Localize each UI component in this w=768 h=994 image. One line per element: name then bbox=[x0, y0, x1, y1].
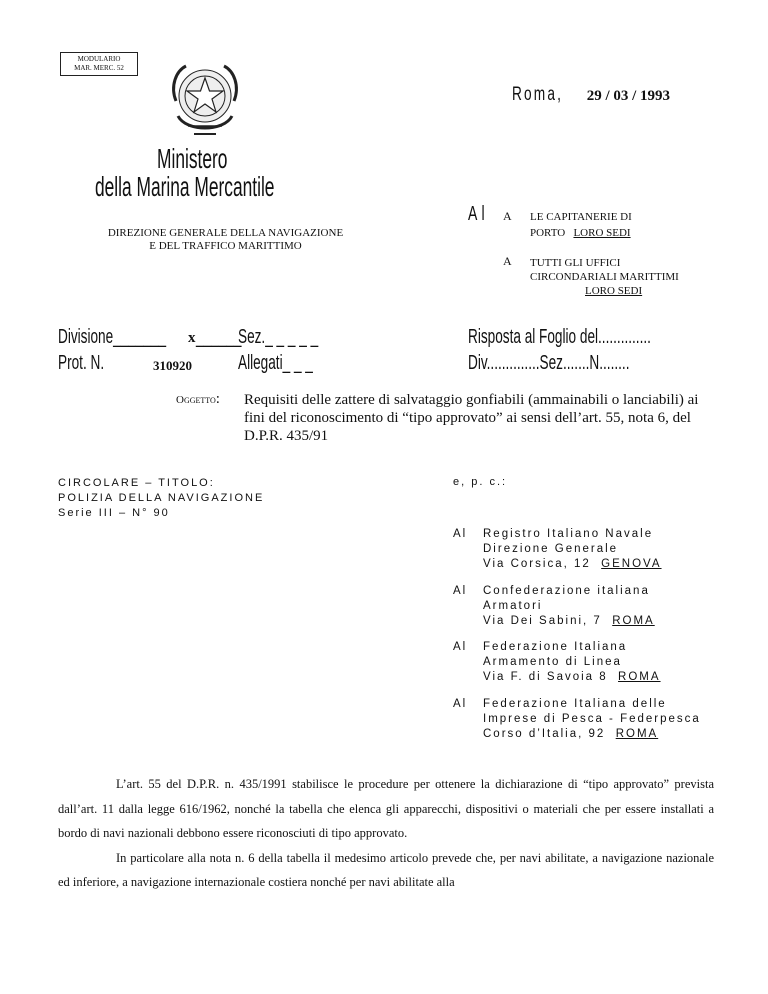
recipient2-line3: LORO SEDI bbox=[585, 285, 643, 297]
recipient1-line2: PORTO LORO SEDI bbox=[530, 227, 631, 239]
direction-header bbox=[98, 227, 353, 253]
ministry-title-1: Ministero bbox=[157, 143, 228, 174]
cc-line1: Registro Italiano Navale bbox=[483, 528, 654, 540]
recipient2-line2: CIRCONDARIALI MARITTIMI bbox=[530, 271, 679, 283]
subject-block bbox=[176, 390, 706, 445]
cc-line3: Corso d’Italia, 92 ROMA bbox=[483, 728, 659, 740]
date-city: Roma, bbox=[512, 84, 564, 105]
modulario-line1: MODULARIO bbox=[77, 55, 121, 63]
divisione-label: Divisione_______ bbox=[58, 326, 167, 348]
cc-line3: Via F. di Savoia 8 ROMA bbox=[483, 671, 661, 683]
circolare-line3: Serie III – N° 90 bbox=[58, 507, 170, 519]
cc-city: ROMA bbox=[612, 615, 655, 627]
prot-label: Prot. N. bbox=[58, 352, 105, 374]
modulario-box bbox=[60, 52, 138, 76]
direction-line1: DIREZIONE GENERALE DELLA NAVIGAZIONE bbox=[107, 227, 344, 239]
body-paragraph-1: L’art. 55 del D.P.R. n. 435/1991 stabilisce le procedure per ottenere la dichiarazione di “tipo approvato” prevista dall’art. 11 dalla legge 616/1962, nonché la tabella che elenca gli apparecchi, dispositivi o materiali che per essere installati a bordo di navi nazionali debbono essere riconosciuti di tipo approvato. bbox=[58, 777, 714, 840]
cc-line1: Federazione Italiana delle bbox=[483, 698, 667, 710]
cc-line2: Armatori bbox=[483, 600, 543, 612]
recipient2-a: A bbox=[503, 254, 512, 268]
subject-colon: : bbox=[215, 391, 220, 407]
date-value: 29 / 03 / 1993 bbox=[586, 88, 671, 104]
sez-label: Sez._ _ _ _ _ bbox=[238, 326, 319, 348]
risposta-label: Risposta al Foglio del.............. bbox=[468, 326, 651, 348]
div-sez-n-label: Div..............Sez.......N........ bbox=[468, 352, 630, 374]
cc-city: ROMA bbox=[615, 728, 659, 740]
subject-text: Requisiti delle zattere di salvataggio gonfiabili (ammainabili o lanciabili) ai fini del riconoscimento di “tipo approvato” ai sensi dell’art. 55, nota 6, del D.P.R. 435/91 bbox=[244, 392, 699, 444]
italian-republic-emblem bbox=[166, 56, 244, 142]
circolare-block bbox=[58, 476, 264, 521]
cc-line1: Federazione Italiana bbox=[483, 641, 628, 653]
epc-label: e, p. c.: bbox=[453, 476, 508, 488]
recipient1-line1: LE CAPITANERIE DI bbox=[530, 211, 632, 223]
circolare-line2: POLIZIA DELLA NAVIGAZIONE bbox=[58, 492, 265, 504]
circolare-line1: CIRCOLARE – TITOLO: bbox=[58, 477, 215, 489]
allegati-label: Allegati_ _ _ bbox=[238, 352, 313, 374]
cc-line2: Direzione Generale bbox=[483, 543, 619, 555]
cc-line1: Confederazione italiana bbox=[483, 585, 650, 597]
subject-label: Oggetto bbox=[176, 394, 216, 406]
cc-al: Al bbox=[453, 528, 468, 540]
recipient1 bbox=[530, 209, 632, 241]
cc-recipient bbox=[453, 527, 662, 572]
cc-line3: Via Corsica, 12 GENOVA bbox=[483, 558, 662, 570]
cc-city: ROMA bbox=[618, 671, 661, 683]
cc-al: Al bbox=[453, 641, 468, 653]
modulario-line2: MAR. MERC. 52 bbox=[74, 64, 124, 72]
cc-al: Al bbox=[453, 698, 468, 710]
al-label: Al bbox=[468, 203, 489, 225]
cc-recipient bbox=[453, 640, 661, 685]
direction-line2: E DEL TRAFFICO MARITTIMO bbox=[149, 240, 302, 252]
prot-number: 310920 bbox=[153, 358, 192, 373]
cc-recipient bbox=[453, 584, 655, 629]
cc-al: Al bbox=[453, 585, 468, 597]
cc-line3: Via Dei Sabini, 7 ROMA bbox=[483, 615, 655, 627]
cc-city: GENOVA bbox=[601, 558, 662, 570]
body-text bbox=[58, 772, 714, 895]
divisione-value: x bbox=[188, 330, 196, 346]
recipient1-a: A bbox=[503, 209, 512, 223]
cc-line2: Armamento di Linea bbox=[483, 656, 622, 668]
cc-line2: Imprese di Pesca - Federpesca bbox=[483, 713, 701, 725]
recipient2-line1: TUTTI GLI UFFICI bbox=[530, 257, 621, 269]
date-line bbox=[512, 84, 670, 106]
divisione-tail: ______ bbox=[196, 326, 242, 348]
cc-recipient bbox=[453, 697, 701, 742]
body-paragraph-2: In particolare alla nota n. 6 della tabella il medesimo articolo prevede che, per navi abilitate, a navigazione nazionale ed inferiore, a navigazione internazionale costiera nonché per navi abilitate alla bbox=[58, 850, 714, 889]
recipient2 bbox=[530, 256, 679, 298]
ministry-title-2: della Marina Mercantile bbox=[95, 171, 275, 202]
